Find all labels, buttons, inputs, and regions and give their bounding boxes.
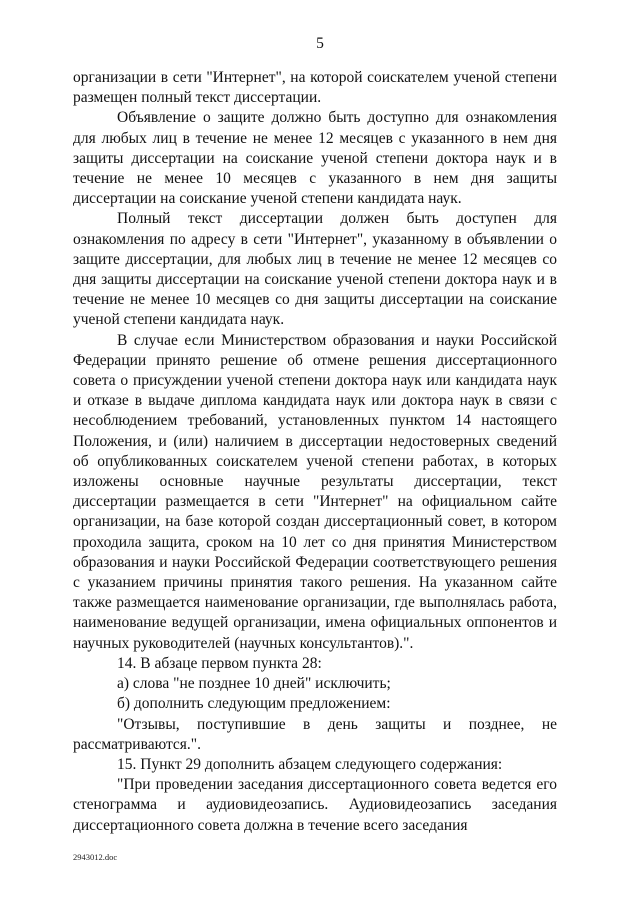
paragraph-reviews-quote: "Отзывы, поступившие в день защиты и позднее, не рассматриваются.". bbox=[73, 715, 557, 753]
paragraph-continuation: организации в сети "Интернет", на которой соискателем ученой степени размещен полный текст диссертации. bbox=[73, 69, 557, 107]
paragraph-subitem-a: а) слова "не позднее 10 дней" исключить; bbox=[117, 675, 391, 693]
page-number: 5 bbox=[316, 35, 324, 52]
paragraph-item-15: 15. Пункт 29 дополнить абзацем следующего содержания: bbox=[117, 755, 503, 773]
paragraph-meeting-recording: "При проведении заседания диссертационного совета ведется его стенограмма и аудиовидеозапись. Аудиовидеозапись заседания диссертационного совета должна в течение всего заседания bbox=[73, 776, 557, 834]
paragraph-ministry-decision: В случае если Министерством образования и науки Российской Федерации принято решение об отмене решения диссертационного совета о присуждении ученой степени доктора наук или кандидата наук и отказе в выдаче диплома кандидата наук или доктора наук в связи с несоблюдением требований, установленных пунктом 14 настоящего Положения, и (или) наличием в диссертации недостоверных сведений об опубликованных соискателем ученой степени работах, в которых изложены основные научные результаты диссертации, текст диссертации размещается в сети "Интернет" на официальном сайте организации, на базе которой создан диссертационный совет, в котором проходила защита, сроком на 10 лет со дня принятия Министерством образования и науки Российской Федерации соответствующего решения с указанием причины принятия такого решения. На указанном сайте также размещается наименование организации, где выполнялась работа, наименование ведущей организации, имена официальных оппонентов и научных руководителей (научных консультантов).". bbox=[73, 331, 557, 652]
paragraph-full-text-availability: Полный текст диссертации должен быть доступен для ознакомления по адресу в сети "Интернет", указанному в объявлении о защите диссертации, для любых лиц в течение не менее 12 месяцев со дня защиты диссертации на соискание ученой степени доктора наук и в течение не менее 10 месяцев со дня защиты диссертации на соискание ученой степени кандидата наук. bbox=[73, 210, 557, 329]
document-body bbox=[73, 68, 557, 836]
paragraph-item-14: 14. В абзаце первом пункта 28: bbox=[117, 654, 322, 672]
footer-filename: 2943012.doc bbox=[73, 852, 118, 862]
paragraph-announcement-availability: Объявление о защите должно быть доступно для ознакомления для любых лиц в течение не менее 12 месяцев с указанного в нем дня защиты диссертации на соискание ученой степени доктора наук и в течение не менее 10 месяцев с указанного в нем дня защиты диссертации на соискание ученой степени кандидата наук. bbox=[73, 109, 557, 208]
paragraph-subitem-b: б) дополнить следующим предложением: bbox=[117, 695, 391, 713]
